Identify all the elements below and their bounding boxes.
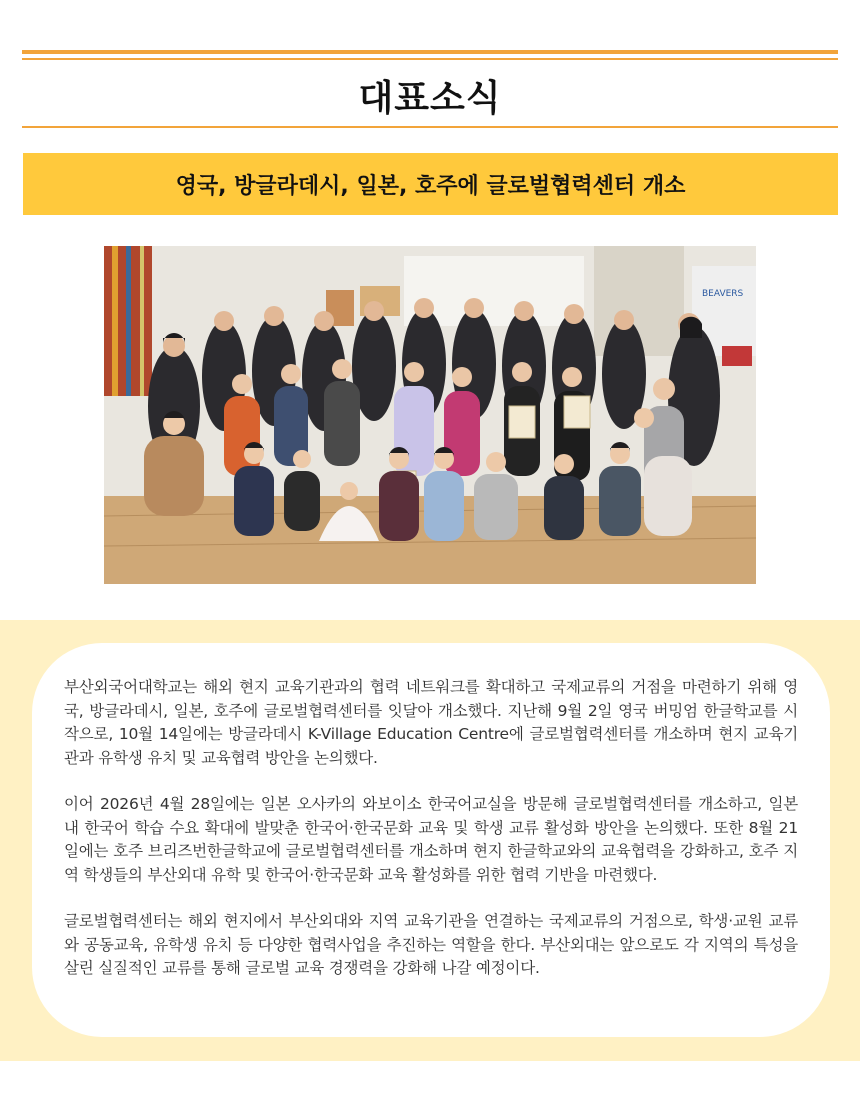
top-rule: [22, 50, 838, 54]
headline-text: 영국, 방글라데시, 일본, 호주에 글로벌협력센터 개소: [175, 173, 686, 199]
top-rule-thin: [22, 58, 838, 60]
article-paragraph: 부산외국어대학교는 해외 현지 교육기관과의 협력 네트워크를 확대하고 국제교류의 거점을 마련하기 위해 영국, 방글라데시, 일본, 호주에 글로벌협력센터를 잇달아 개소했다. 지난해 9월 2일 영국 버밍엄 한글학교를 시작으로, 10월 14일에는 방글라데시 K-Village Education Centre에 글로벌협력센터를 개소하며 현지 교육기관과 유학생 유치 및 교육협력 방안을 논의했다.: [64, 678, 798, 767]
article-paragraph: 글로벌협력센터는 해외 현지에서 부산외대와 지역 교육기관을 연결하는 국제교류의 거점으로, 학생·교원 교류와 공동교육, 유학생 유치 등 다양한 협력사업을 추진하는 역할을 한다. 부산외대는 앞으로도 각 지역의 특성을 살린 실질적인 교류를 통해 글로벌 교육 경쟁력을 강화해 나갈 예정이다.: [64, 912, 798, 977]
article-paragraph: 이어 2026년 4월 28일에는 일본 오사카의 와보이소 한국어교실을 방문해 글로벌협력센터를 개소하고, 일본 내 한국어 학습 수요 확대에 발맞춘 한국어·한국문화 교육 및 학생 교류 활성화 방안을 논의했다. 또한 8월 21일에는 호주 브리즈번한글학교에 글로벌협력센터를 개소하며 현지 한글학교와의 교육협력을 강화하고, 호주 지역 학생들의 부산외대 유학 및 한국어·한국문화 교육 활성화를 위한 협력 기반을 마련했다.: [64, 795, 798, 884]
beavers-sign: BEAVERS: [702, 289, 744, 299]
headline-banner: [23, 153, 838, 215]
article-body: [64, 676, 798, 1004]
group-photo: [104, 246, 756, 584]
title-divider: [22, 126, 838, 128]
page-title: 대표소식: [358, 78, 502, 119]
